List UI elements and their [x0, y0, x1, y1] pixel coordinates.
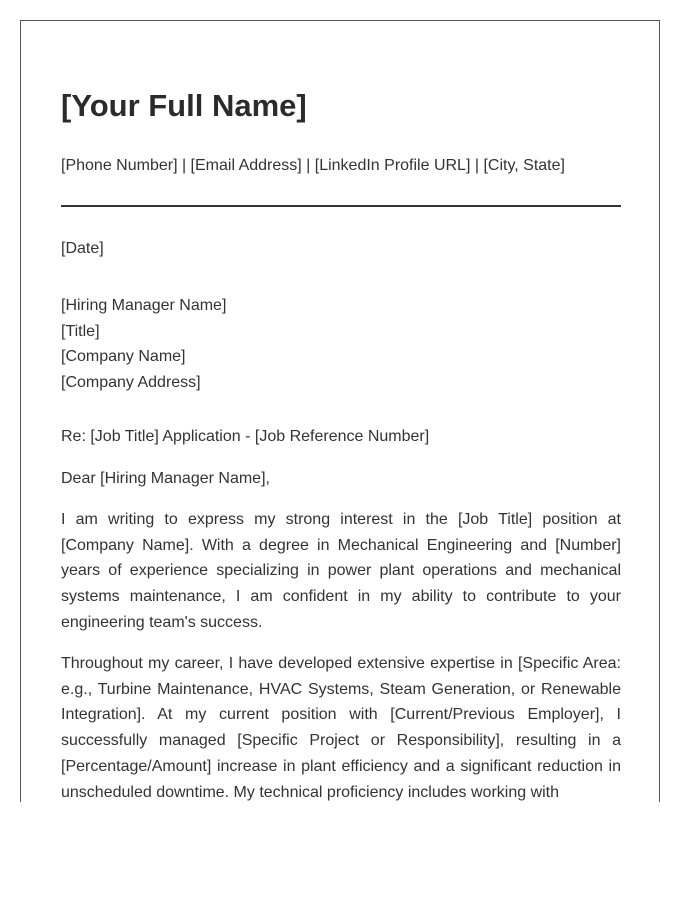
- recipient-block: [61, 293, 226, 396]
- recipient-name: [Hiring Manager Name]: [61, 297, 227, 314]
- letter-date: [Date]: [61, 240, 104, 257]
- body-paragraph-2: Throughout my career, I have developed extensive expertise in [Specific Area: e.g., Turbine Maintenance, HVAC Systems, Steam Generation, or Renewable Integration]. At my current position with [Current/Previous Employer], I successfully managed [Specific Project or Responsibility], resulting in a [Percentage/Amount] increase in plant efficiency and a significant reduction in unscheduled downtime. My technical proficiency includes working with: [61, 655, 621, 801]
- recipient-company: [Company Name]: [61, 348, 186, 366]
- contact-line: [Phone Number] | [Email Address] | [LinkedIn Profile URL] | [City, State]: [61, 157, 565, 174]
- body-paragraph-1: I am writing to express my strong interest in the [Job Title] position at [Company Name]. With a degree in Mechanical Engineering and [Number] years of experience specializing in power plant operations and mechanical systems maintenance, I am confident in my ability to contribute to your engineering team's success.: [61, 511, 621, 631]
- recipient-address: [Company Address]: [61, 374, 201, 392]
- applicant-name: [Your Full Name]: [61, 88, 307, 123]
- header-divider: [61, 205, 621, 207]
- subject-line: Re: [Job Title] Application - [Job Reference Number]: [61, 428, 430, 445]
- salutation: Dear [Hiring Manager Name],: [61, 470, 270, 487]
- recipient-title: [Title]: [61, 322, 100, 340]
- letter-page: [20, 20, 660, 802]
